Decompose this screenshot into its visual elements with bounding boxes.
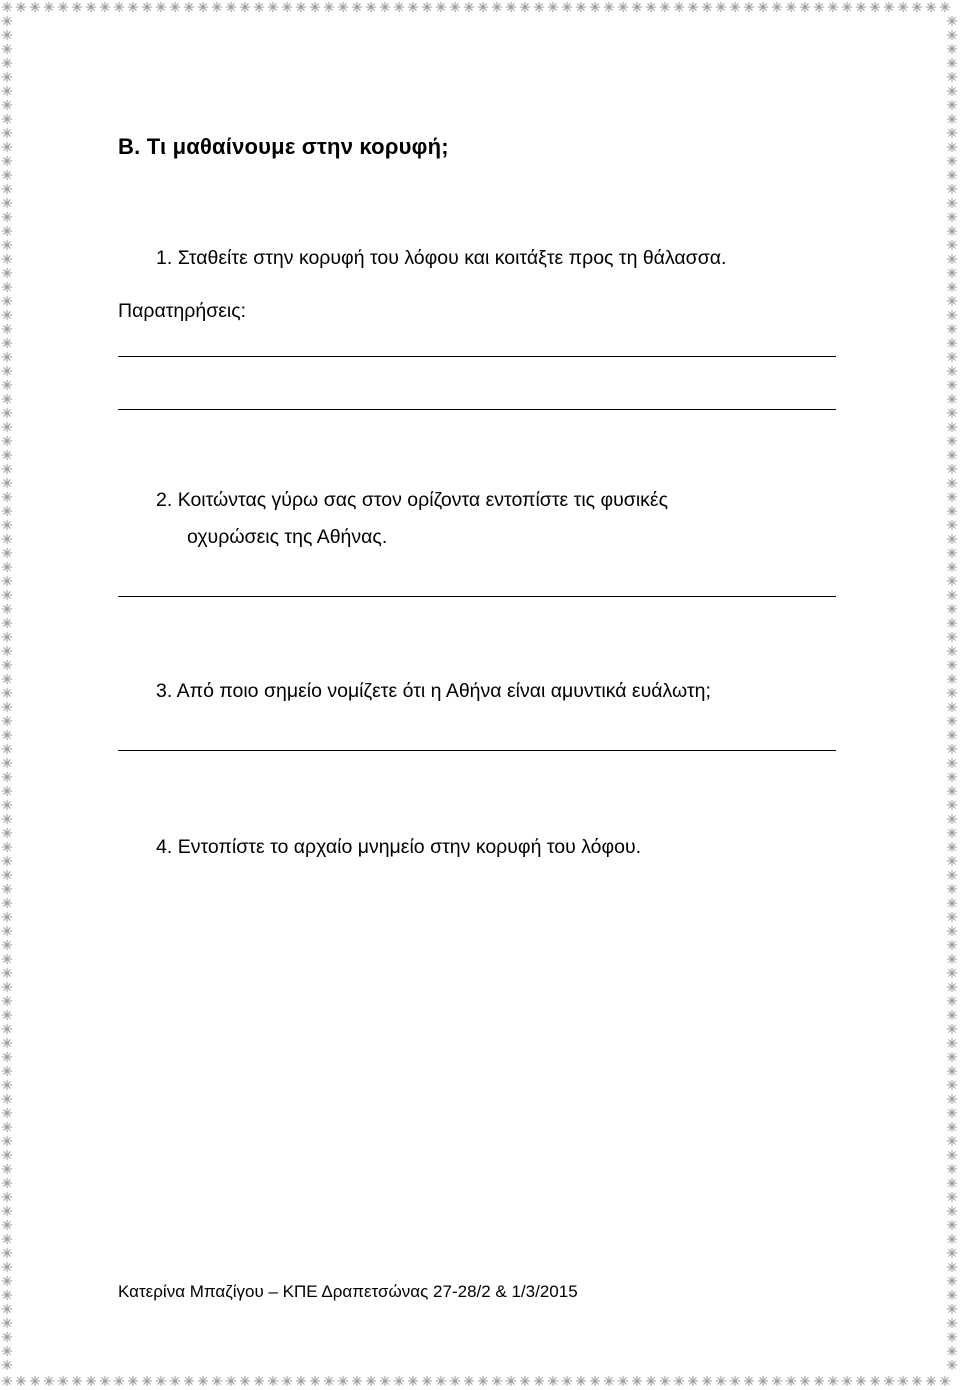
question-1-number: 1.: [156, 247, 173, 269]
footer-credit: Κατερίνα Μπαζίγου – ΚΠΕ Δραπετσώνας 27-28/2 & 1/3/2015: [118, 1282, 578, 1301]
question-3-text: Από ποιο σημείο νομίζετε ότι η Αθήνα είναι αμυντικά ευάλωτη;: [176, 680, 711, 702]
question-2-text-line2: οχυρώσεις της Αθήνας.: [187, 526, 388, 548]
question-3: [156, 680, 711, 703]
question-3-number: 3.: [156, 680, 173, 702]
answer-line-1a[interactable]: [118, 356, 836, 357]
question-1-text: Σταθείτε στην κορυφή του λόφου και κοιτάξτε προς τη θάλασσα.: [177, 247, 727, 269]
observations-label: Παρατηρήσεις:: [118, 300, 247, 322]
question-4: [156, 836, 641, 859]
question-4-text: Εντοπίστε το αρχαίο μνημείο στην κορυφή του λόφου.: [177, 836, 642, 858]
question-4-number: 4.: [156, 836, 173, 858]
question-2-text-line1: Κοιτώντας γύρω σας στον ορίζοντα εντοπίστε τις φυσικές: [177, 489, 669, 511]
question-2: [156, 489, 668, 512]
answer-line-2[interactable]: [118, 596, 836, 597]
answer-line-1b[interactable]: [118, 409, 836, 410]
question-1: [156, 247, 726, 270]
question-2-number: 2.: [156, 489, 173, 511]
answer-line-3[interactable]: [118, 750, 836, 751]
section-heading: Β. Τι μαθαίνουμε στην κορυφή;: [118, 134, 449, 159]
